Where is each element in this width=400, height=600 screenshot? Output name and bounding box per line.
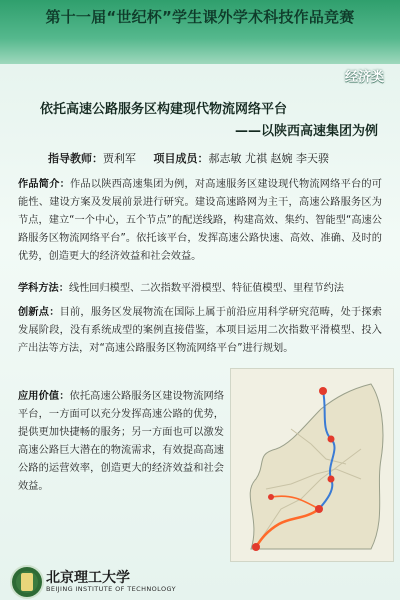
university-en-name: BEIJING INSTITUTE OF TECHNOLOGY xyxy=(46,585,176,593)
route-node xyxy=(252,543,260,551)
innovation-text: 目前，服务区发展物流在国际上属于前沿应用科学研究范畴，处于探索发展阶段，没有系统成型的案例直接借鉴，本项目运用二次指数平滑模型、投入产出法等方法，对“高速公路服务区物流网络平台”进行规划。 xyxy=(18,307,382,354)
intro-label: 作品简介： xyxy=(18,179,71,190)
value-text: 依托高速公路服务区建设物流网络平台，一方面可以充分发挥高速公路的优势，提供更加快捷畅的服务；另一方面也可以激发高速公路巨大潜在的物流需求，有效提高高速公路的运营效率，创造更大的经济效益和社会效益。 xyxy=(18,391,225,492)
intro-text: 作品以陕西高速集团为例，对高速服务区建设现代物流网络平台的可能性、建设方案及发展前景进行研究。建设高速路网为主干，高速公路服务区为节点，建立“一个中心，五个节点”的配送线路，构建高效、集约、智能型“高速公路服务区物流网络平台”。依托该平台，发挥高速公路快速、高效、准确、及时的优势，创造更大的经济效益和社会效益。 xyxy=(18,179,382,262)
section-methods xyxy=(18,280,382,298)
section-value xyxy=(18,388,224,496)
advisor-label: 指导教师： xyxy=(48,152,103,165)
route-map xyxy=(230,368,394,562)
route-map-graphic xyxy=(231,369,393,561)
advisor-name: 贾利军 xyxy=(103,152,136,165)
route-node xyxy=(319,387,327,395)
people-line xyxy=(48,150,378,166)
province-outline xyxy=(250,384,383,549)
project-title: 依托高速公路服务区构建现代物流网络平台 xyxy=(40,102,288,117)
category-label: 经济类 xyxy=(344,70,384,85)
university-logo xyxy=(10,565,210,597)
route-node xyxy=(328,436,335,443)
innovation-label: 创新点： xyxy=(18,307,60,318)
members-names: 郝志敏 尤祺 赵婉 李天骙 xyxy=(208,152,329,165)
methods-label: 学科方法： xyxy=(18,283,69,294)
section-intro xyxy=(18,176,382,266)
competition-title: 第十一届“世纪杯”学生课外学术科技作品竞赛 xyxy=(45,8,355,26)
methods-text: 线性回归模型、二次指数平滑模型、特征值模型、里程节约法 xyxy=(68,283,344,294)
header-band xyxy=(0,0,400,64)
route-node xyxy=(328,476,335,483)
project-subtitle: ——以陕西高速集团为例 xyxy=(234,124,378,139)
route-node xyxy=(315,505,323,513)
university-emblem-icon xyxy=(10,565,44,599)
members-label: 项目成员： xyxy=(153,152,209,165)
value-label: 应用价值： xyxy=(18,391,70,402)
section-innovation xyxy=(18,304,382,358)
route-node xyxy=(268,494,274,500)
university-name: 北京理工大学 xyxy=(46,570,130,586)
